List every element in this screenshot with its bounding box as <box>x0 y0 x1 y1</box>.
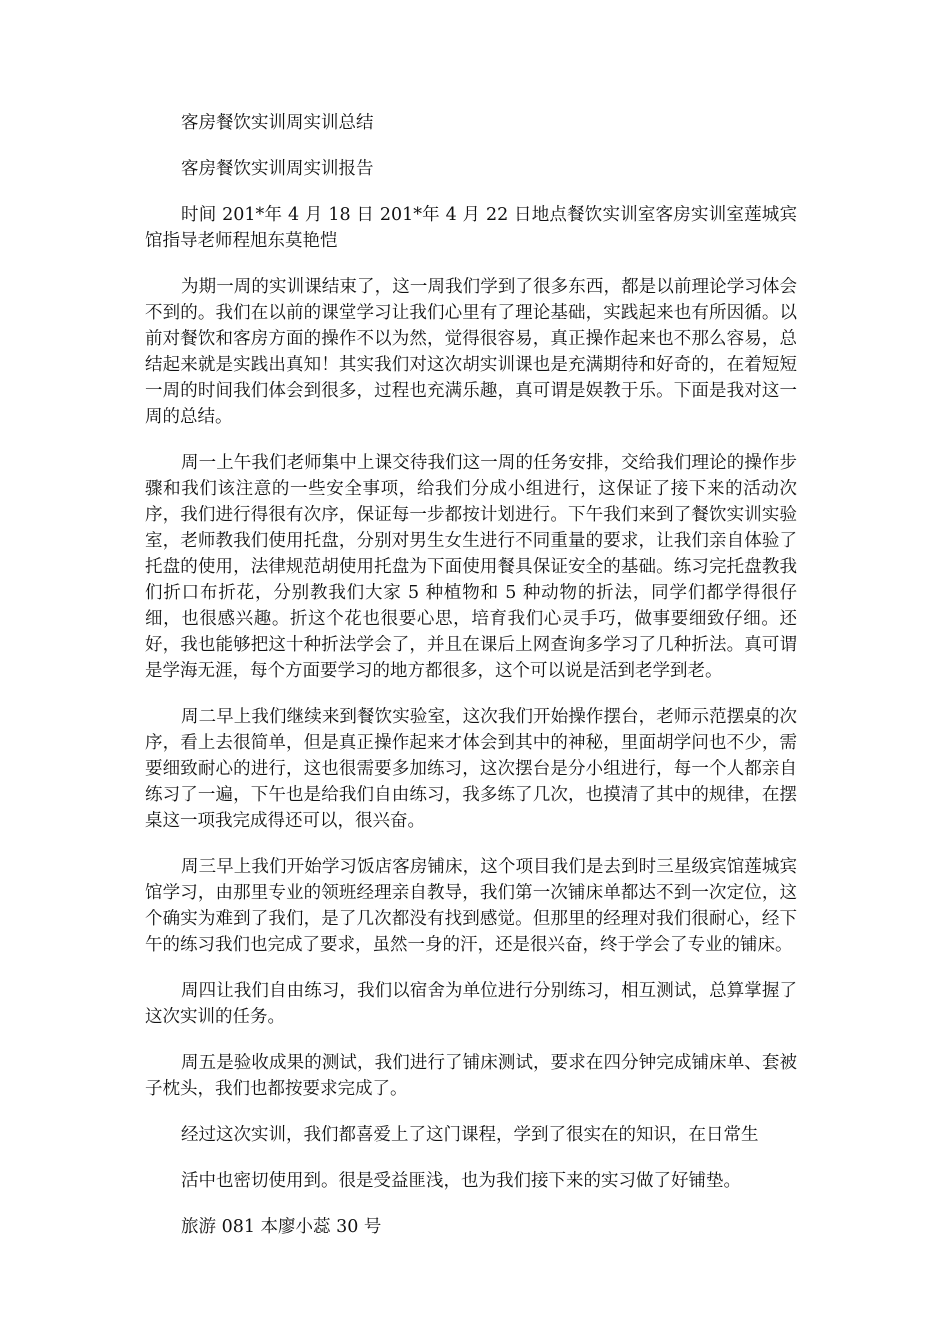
report-subtitle: 客房餐饮实训周实训报告 <box>181 159 374 179</box>
monday-paragraph: 周一上午我们老师集中上课交待我们这一周的任务安排，交给我们理论的操作步骤和我们该注意的一些安全事项，给我们分成小组进行，这保证了接下来的活动次序，我们进行得很有次序，保证每一步都按计划进行。下午我们来到了餐饮实训实验室，老师教我们使用托盘，分别对男生女生进行不同重量的要求，让我们亲自体验了托盘的使用，法律规范胡使用托盘为下面使用餐具保证安全的基础。练习完托盘教我们折口布折花，分别教我们大家 5 种植物和 5 种动物的折法，同学们都学得很仔细，也很感兴趣。折这个花也很要心思，培育我们心灵手巧，做事要细致仔细。还好，我也能够把这十种折法学会了，并且在课后上网查询多学习了几种折法。真可谓是学海无涯，每个方面要学习的地方都很多，这个可以说是活到老学到老。 <box>145 453 797 681</box>
tuesday-paragraph: 周二早上我们继续来到餐饮实验室，这次我们开始操作摆台，老师示范摆桌的次序，看上去很简单，但是真正操作起来才体会到其中的神秘，里面胡学问也不少，需要细致耐心的进行，这也很需要多加练习，这次摆台是分小组进行，每一个人都亲自练习了一遍，下午也是给我们自由练习，我多练了几次，也摸清了其中的规律，在摆桌这一项我完成得还可以，很兴奋。 <box>145 707 797 831</box>
document-title: 客房餐饮实训周实训总结 <box>181 113 374 133</box>
friday-paragraph: 周五是验收成果的测试，我们进行了铺床测试，要求在四分钟完成铺床单、套被子枕头，我们也都按要求完成了。 <box>145 1053 797 1099</box>
conclusion-paragraph-part2: 活中也密切使用到。很是受益匪浅，也为我们接下来的实习做了好铺垫。 <box>181 1171 741 1191</box>
thursday-paragraph: 周四让我们自由练习，我们以宿舍为单位进行分别练习，相互测试，总算掌握了这次实训的任务。 <box>145 981 797 1027</box>
author-signature: 旅游 081 本廖小蕊 30 号 <box>181 1217 382 1237</box>
wednesday-paragraph: 周三早上我们开始学习饭店客房铺床，这个项目我们是去到时三星级宾馆莲城宾馆学习，由那里专业的领班经理亲自教导，我们第一次铺床单都达不到一次定位，这个确实为难到了我们，是了几次都没有找到感觉。但那里的经理对我们很耐心，经下午的练习我们也完成了要求，虽然一身的汗，还是很兴奋，终于学会了专业的铺床。 <box>145 857 797 955</box>
conclusion-paragraph-part1: 经过这次实训，我们都喜爱上了这门课程，学到了很实在的知识，在日常生 <box>181 1125 759 1145</box>
document-body <box>145 110 797 1260</box>
intro-paragraph: 为期一周的实训课结束了，这一周我们学到了很多东西，都是以前理论学习体会不到的。我们在以前的课堂学习让我们心里有了理论基础，实践起来也有所因循。以前对餐饮和客房方面的操作不以为然，觉得很容易，真正操作起来也不那么容易，总结起来就是实践出真知！其实我们对这次胡实训课也是充满期待和好奇的，在着短短一周的时间我们体会到很多，过程也充满乐趣，真可谓是娱教于乐。下面是我对这一周的总结。 <box>145 277 797 427</box>
time-location-paragraph: 时间 201*年 4 月 18 日 201*年 4 月 22 日地点餐饮实训室客房实训室莲城宾馆指导老师程旭东莫艳恺 <box>145 205 797 251</box>
